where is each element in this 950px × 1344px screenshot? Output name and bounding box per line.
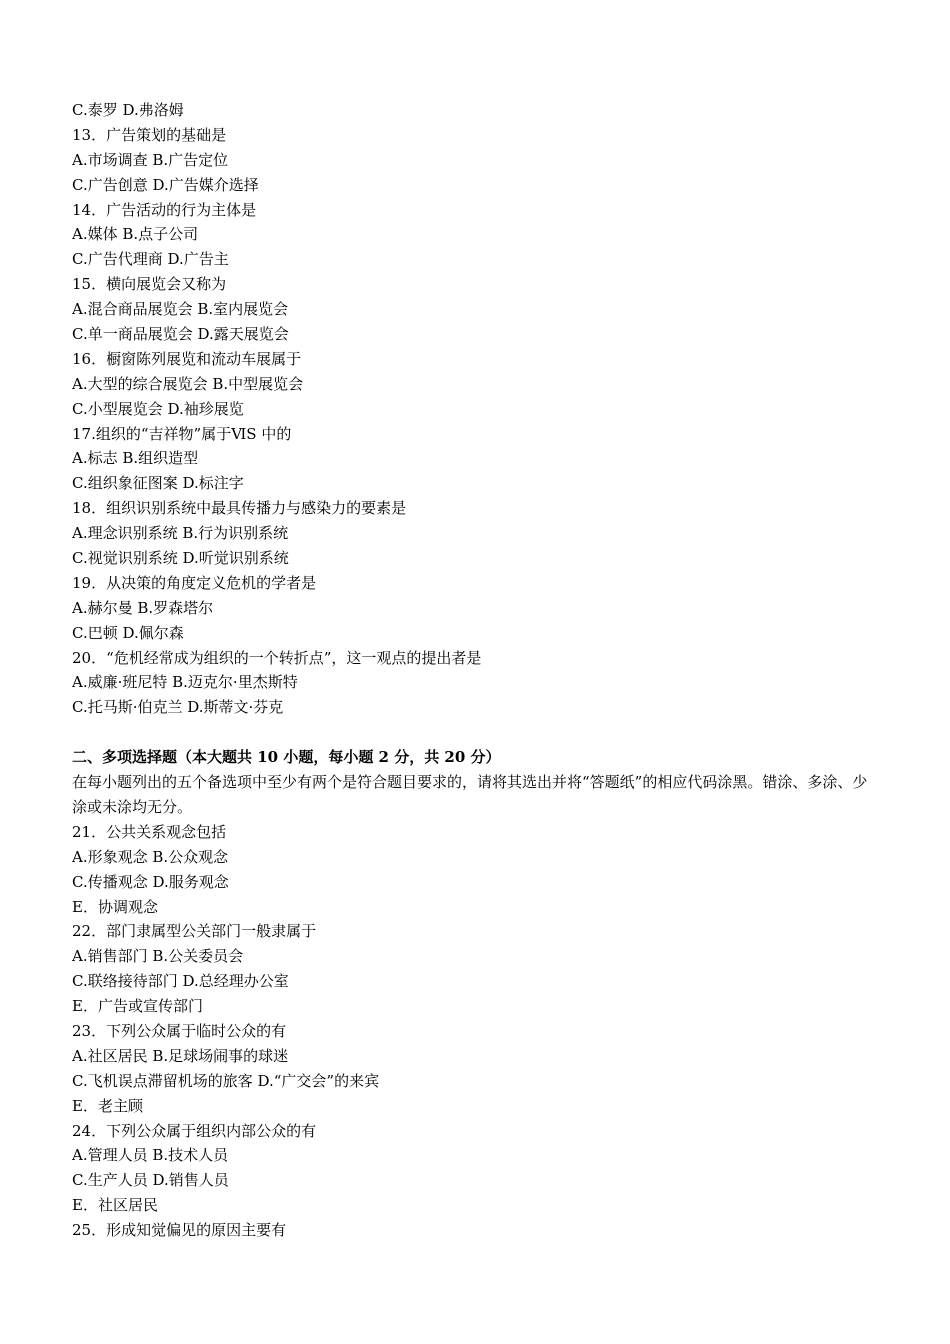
question-21: 21．公共关系观念包括 [72,822,227,841]
question-17: 17.组织的“吉祥物”属于ⅥS 中的 [72,424,292,443]
question-block-single-choice [72,98,882,720]
question-15: 15．横向展览会又称为 [72,275,227,294]
options-line: A.大型的综合展览会 B.中型展览会 [72,374,304,393]
options-line: C.联络接待部门 D.总经理办公室 [72,972,289,991]
options-line: A.管理人员 B.技术人员 [72,1146,229,1165]
options-line: A.市场调查 B.广告定位 [72,150,229,169]
options-line: A.标志 B.组织造型 [72,449,199,468]
options-line: A.媒体 B.点子公司 [72,225,199,244]
question-18: 18．组织识别系统中最具传播力与感染力的要素是 [72,499,407,518]
options-line: A.社区居民 B.足球场闹事的球迷 [72,1046,289,1065]
question-19: 19．从决策的角度定义危机的学者是 [72,573,317,592]
question-14: 14．广告活动的行为主体是 [72,200,257,219]
options-line: C.小型展览会 D.袖珍展览 [72,399,244,418]
question-20: 20．“危机经常成为组织的一个转折点”，这一观点的提出者是 [72,648,482,667]
question-16: 16．橱窗陈列展览和流动车展属于 [72,349,302,368]
options-line: A.形象观念 B.公众观念 [72,847,229,866]
options-line: C.广告创意 D.广告媒介选择 [72,175,259,194]
options-line: A.赫尔曼 B.罗森塔尔 [72,598,214,617]
options-line: C.飞机误点滞留机场的旅客 D.“广交会”的来宾 [72,1071,380,1090]
options-line: A.理念识别系统 B.行为识别系统 [72,524,289,543]
section-title: 二、多项选择题（本大题共 10 小题，每小题 2 分，共 20 分） [72,748,501,767]
options-line: E．协调观念 [72,897,158,916]
question-23: 23．下列公众属于临时公众的有 [72,1021,287,1040]
options-line: C.广告代理商 D.广告主 [72,250,229,269]
options-line: C.传播观念 D.服务观念 [72,872,229,891]
options-line: C.视觉识别系统 D.听觉识别系统 [72,549,289,568]
options-line: A.混合商品展览会 B.室内展览会 [72,300,289,319]
question-24: 24．下列公众属于组织内部公众的有 [72,1121,317,1140]
blank-line [72,720,882,745]
options-line: C.生产人员 D.销售人员 [72,1171,229,1190]
question-block-multiple-choice [72,820,882,1243]
options-line: C.巴顿 D.佩尔森 [72,623,184,642]
question-25: 25．形成知觉偏见的原因主要有 [72,1221,287,1240]
question-22: 22．部门隶属型公关部门一般隶属于 [72,922,317,941]
options-line: C.单一商品展览会 D.露天展览会 [72,325,289,344]
options-line: A.销售部门 B.公关委员会 [72,947,244,966]
text-line: C.泰罗 D.弗洛姆 [72,101,184,119]
section-instructions: 在每小题列出的五个备选项中至少有两个是符合题目要求的，请将其选出并将“答题纸”的相应代码涂黑。错涂、多涂、少涂或未涂均无分。 [72,773,868,816]
options-line: E．社区居民 [72,1196,158,1215]
document-page [72,98,882,1243]
options-line: E．老主顾 [72,1096,143,1115]
question-13: 13．广告策划的基础是 [72,125,227,144]
options-line: A.威廉·班尼特 B.迈克尔·里杰斯特 [72,673,298,692]
options-line: C.托马斯·伯克兰 D.斯蒂文·芬克 [72,698,284,717]
options-line: E．广告或宣传部门 [72,997,203,1016]
options-line: C.组织象征图案 D.标注字 [72,474,244,493]
